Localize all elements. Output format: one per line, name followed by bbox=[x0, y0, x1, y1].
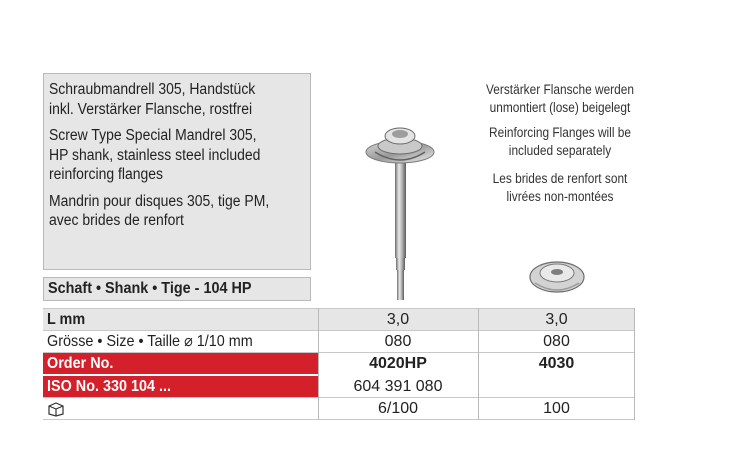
table-row-order bbox=[43, 353, 635, 374]
pack-quantity-2: 100 bbox=[543, 400, 570, 417]
table-bottom-border bbox=[43, 419, 635, 420]
table-row-iso bbox=[43, 376, 635, 397]
size-value-1: 080 bbox=[384, 333, 412, 350]
flange-image bbox=[527, 253, 587, 295]
length-label: L mm bbox=[43, 309, 318, 330]
row-divider bbox=[43, 397, 635, 398]
description-german: Schraubmandrell 305, Handstück inkl. Verstärker Flansche, rostfrei bbox=[49, 81, 256, 118]
table-row-pack bbox=[43, 398, 635, 419]
package-icon bbox=[47, 401, 65, 417]
column-divider bbox=[634, 308, 635, 420]
column-divider bbox=[318, 308, 319, 420]
iso-number-1: 604 391 080 bbox=[353, 378, 443, 395]
table-row-length bbox=[43, 309, 635, 330]
size-value-2: 080 bbox=[543, 333, 570, 350]
pack-quantity-1: 6/100 bbox=[377, 400, 419, 417]
iso-number-2 bbox=[478, 376, 635, 397]
length-value-1: 3,0 bbox=[318, 309, 478, 330]
note-german: Verstärker Flansche werden unmontiert (lose) beigelegt bbox=[486, 82, 634, 115]
note-french: Les brides de renfort sont livrées non-montées bbox=[492, 171, 628, 204]
table-row-size bbox=[43, 331, 635, 352]
iso-label: ISO No. 330 104 ... bbox=[43, 376, 318, 397]
shank-type-label: Schaft • Shank • Tige - 104 HP bbox=[43, 277, 311, 301]
mandrel-image bbox=[355, 118, 445, 300]
product-description bbox=[43, 73, 311, 270]
order-label: Order No. bbox=[43, 353, 318, 374]
row-divider bbox=[43, 330, 635, 331]
table-top-border bbox=[43, 308, 635, 309]
row-divider bbox=[43, 352, 635, 353]
length-value-2: 3,0 bbox=[478, 309, 635, 330]
column-divider bbox=[478, 308, 479, 420]
description-english: Screw Type Special Mandrel 305, HP shank, stainless steel included reinforcing flanges bbox=[49, 127, 261, 183]
description-french: Mandrin pour disques 305, tige PM, avec brides de renfort bbox=[49, 192, 270, 229]
note-english: Reinforcing Flanges will be included separately bbox=[489, 125, 631, 158]
size-label: Grösse • Size • Taille ⌀ 1/10 mm bbox=[47, 333, 253, 350]
order-number-2: 4030 bbox=[538, 355, 575, 372]
pack-label bbox=[43, 398, 318, 419]
order-number-1: 4020HP bbox=[369, 355, 427, 372]
